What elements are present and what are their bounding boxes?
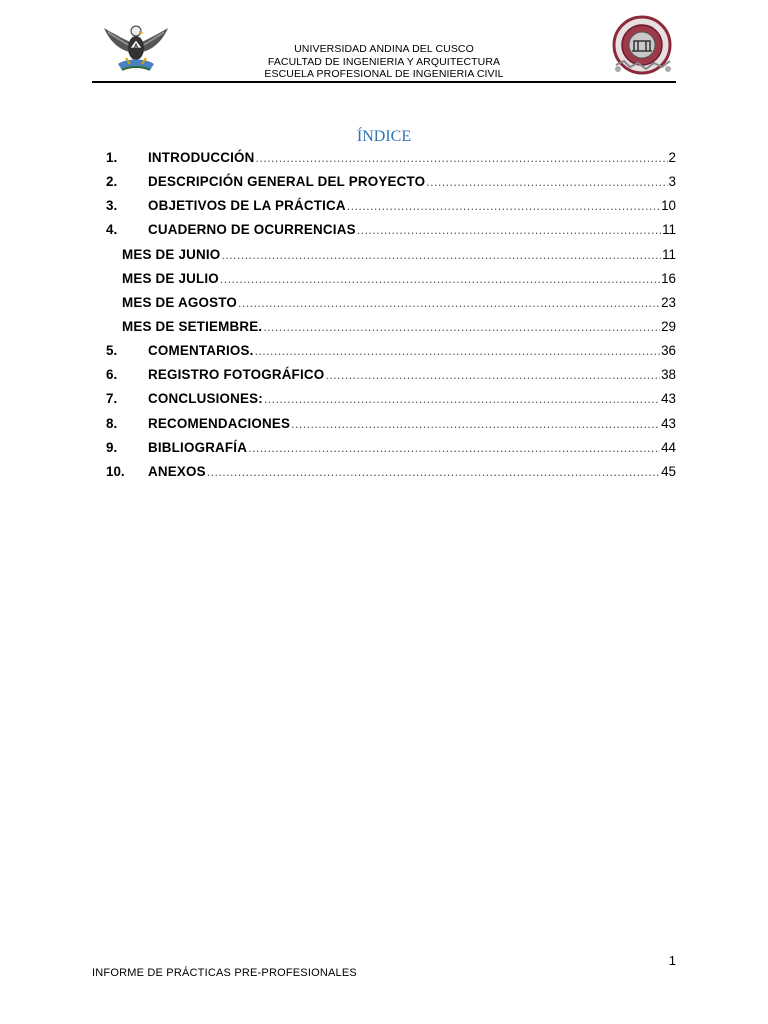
toc-item[interactable]	[106, 174, 676, 198]
toc-item-page: 44	[661, 439, 676, 455]
toc-item-number: 5.	[106, 343, 118, 359]
toc-item[interactable]	[106, 367, 676, 391]
toc-item-page: 2	[668, 150, 676, 165]
toc-item-page: 43	[661, 391, 676, 407]
toc-leader	[291, 417, 660, 431]
toc-leader	[207, 465, 660, 479]
toc-leader	[256, 151, 668, 165]
toc-item-number: 9.	[106, 439, 118, 455]
toc-item-number: 10.	[106, 463, 125, 479]
toc-leader	[221, 248, 661, 262]
svg-text:A: A	[133, 44, 139, 50]
header-school: ESCUELA PROFESIONAL DE INGENIERIA CIVIL	[264, 68, 504, 80]
toc-item-number: 6.	[106, 367, 118, 383]
toc-item-number: 4.	[106, 222, 118, 238]
page-title: ÍNDICE	[356, 128, 412, 145]
toc-item[interactable]	[106, 343, 676, 367]
toc-leader	[248, 441, 660, 455]
toc-item-label: MES DE JULIO	[122, 270, 219, 286]
toc-leader	[426, 175, 667, 189]
toc-item-label: OBJETIVOS DE LA PRÁCTICA	[148, 198, 346, 214]
header-university: UNIVERSIDAD ANDINA DEL CUSCO	[294, 43, 474, 55]
toc-item[interactable]	[106, 416, 676, 440]
header-divider	[92, 81, 676, 83]
toc-item-number: 7.	[106, 391, 118, 407]
header-faculty: FACULTAD DE INGENIERIA Y ARQUITECTURA	[267, 55, 501, 68]
toc-item-label: COMENTARIOS.	[148, 343, 254, 359]
toc-item-page: 29	[661, 318, 676, 334]
toc-leader	[263, 320, 660, 334]
toc-item-number: 3.	[106, 198, 118, 214]
toc-leader	[220, 272, 660, 286]
toc-subitem[interactable]	[106, 319, 676, 343]
toc-item-page: 16	[661, 270, 676, 286]
toc-item[interactable]	[106, 464, 676, 488]
document-footer: INFORME DE PRÁCTICAS PRE-PROFESIONALES	[92, 967, 357, 979]
toc-item-page: 11	[662, 246, 676, 262]
toc-item[interactable]	[106, 440, 676, 464]
table-of-contents	[106, 150, 676, 488]
toc-item-page: 11	[662, 222, 676, 238]
toc-item-label: BIBLIOGRAFÍA	[148, 439, 248, 455]
toc-leader	[255, 344, 661, 358]
toc-item-number: 2.	[106, 174, 118, 190]
toc-item-label: CUADERNO DE OCURRENCIAS	[148, 222, 356, 238]
toc-leader	[264, 392, 660, 406]
toc-item-label: RECOMENDACIONES	[148, 415, 291, 431]
toc-item-page: 23	[661, 294, 676, 310]
toc-leader	[325, 368, 660, 382]
toc-leader	[238, 296, 660, 310]
toc-item[interactable]	[106, 150, 676, 174]
toc-item-label: CONCLUSIONES:	[148, 391, 263, 407]
toc-item-page: 3	[668, 174, 676, 190]
toc-item-page: 45	[661, 463, 676, 479]
toc-item-label: MES DE AGOSTO	[122, 294, 237, 310]
page-number: 1	[668, 953, 676, 968]
toc-subitem[interactable]	[106, 271, 676, 295]
toc-subitem[interactable]	[106, 247, 676, 271]
toc-item-page: 38	[661, 367, 676, 383]
toc-item-label: ANEXOS	[148, 463, 206, 479]
toc-item-page: 43	[661, 415, 676, 431]
toc-item-label: DESCRIPCIÓN GENERAL DEL PROYECTO	[148, 174, 426, 190]
toc-item-label: INTRODUCCIÓN	[148, 150, 255, 165]
toc-item-page: 36	[661, 343, 676, 359]
toc-item[interactable]	[106, 198, 676, 222]
toc-item[interactable]	[106, 222, 676, 246]
toc-item-number: 8.	[106, 415, 118, 431]
toc-item-label: MES DE JUNIO	[122, 246, 221, 262]
university-eagle-logo	[100, 18, 172, 76]
toc-subitem[interactable]	[106, 295, 676, 319]
toc-leader	[347, 199, 660, 213]
toc-item-page: 10	[661, 198, 676, 214]
toc-leader	[357, 223, 661, 237]
toc-item[interactable]	[106, 391, 676, 415]
toc-item-number: 1.	[106, 150, 118, 165]
document-header	[200, 43, 568, 81]
toc-item-label: MES DE SETIEMBRE.	[122, 318, 263, 334]
civil-engineering-seal-logo	[610, 15, 674, 77]
toc-item-label: REGISTRO FOTOGRÁFICO	[148, 367, 325, 383]
